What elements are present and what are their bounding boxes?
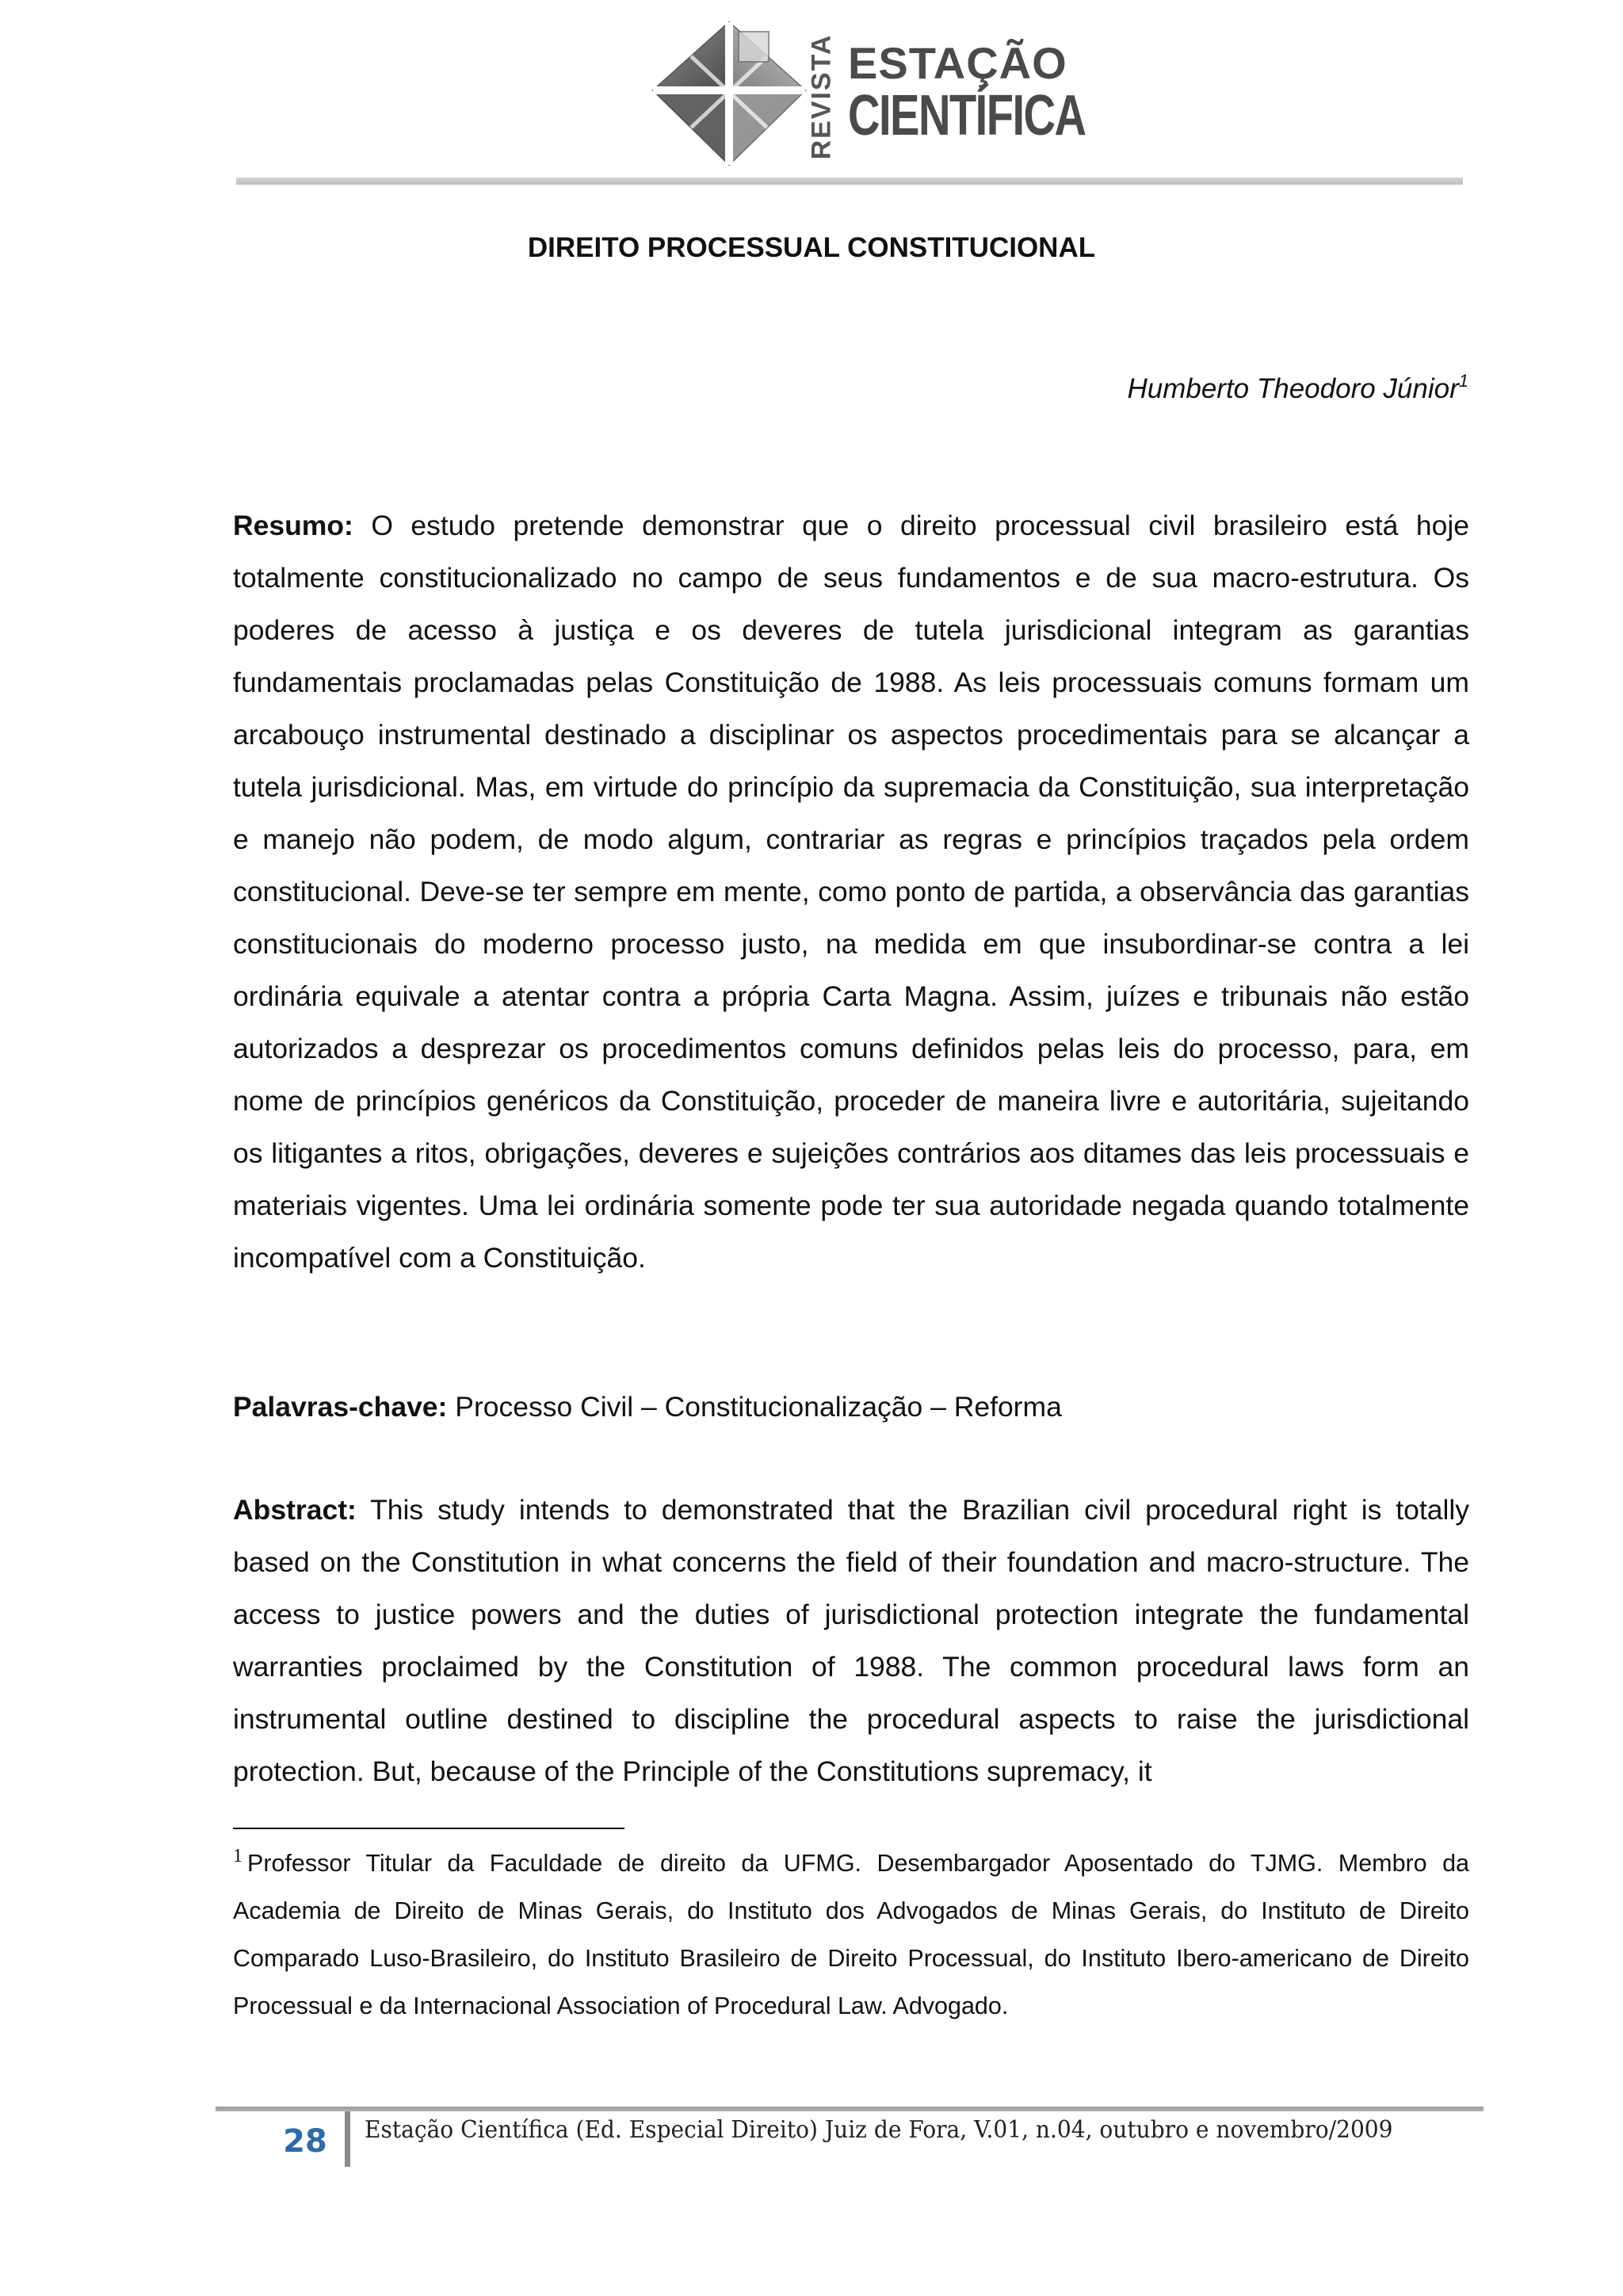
keywords-text: Processo Civil – Constitucionalização – Reforma — [455, 1391, 1062, 1423]
footer-separator — [345, 2111, 350, 2167]
article-title: DIREITO PROCESSUAL CONSTITUCIONAL — [527, 232, 1096, 263]
abstract-text: This study intends to demonstrated that the Brazilian civil procedural right is totally based on the Constitution in what concerns the field of their foundation and macro-structure. The access to justice powers and the duties of jurisdictional protection integrate the fundamental warranties proclaimed by the Constitution of 1988. The common procedural laws form an instrumental outline destined to discipline the procedural aspects to raise the jurisdictional protection. But, because of the Principle of the Constitutions supremacy, it — [233, 1494, 1469, 1787]
journal-logo — [650, 17, 1086, 168]
logo-cientifica-text: CIENTÍFICA — [848, 84, 1086, 147]
keywords-paragraph — [233, 1381, 1469, 1433]
footnote — [233, 1839, 1469, 2030]
abstract-paragraph — [233, 1484, 1469, 1797]
footer-divider — [216, 2107, 1484, 2111]
logo-revista-text: REVISTA — [806, 33, 837, 160]
keywords-label: Palavras-chave: — [233, 1391, 448, 1423]
resumo-text: O estudo pretende demonstrar que o direito processual civil brasileiro está hoje totalmente constitucionalizado no campo de seus fundamentos e de sua macro-estrutura. Os poderes de acesso à justiça e os deveres de tutela jurisdicional integram as garantias fundamentais proclamadas pelas Constituição de 1988. As leis processuais comuns formam um arcabouço instrumental destinado a disciplinar os aspectos procedimentais para se alcançar a tutela jurisdicional. Mas, em virtude do princípio da supremacia da Constituição, sua interpretação e manejo não podem, de modo algum, contrariar as regras e princípios traçados pela ordem constitucional. Deve-se ter sempre em mente, como ponto de partida, a observância das garantias constitucionais do moderno processo justo, na medida em que insubordinar-se contra a lei ordinária equivale a atentar contra a própria Carta Magna. Assim, juízes e tribunais não estão autorizados a desprezar os procedimentos comuns definidos pelas leis do processo, para, em nome de princípios genéricos da Constituição, proceder de maneira livre e autoritária, sujeitando os litigantes a ritos, obrigações, deveres e sujeições contrários aos ditames das leis processuais e materiais vigentes. Uma lei ordinária somente pode ter sua autoridade negada quando totalmente incompatível com a Constituição. — [233, 510, 1469, 1274]
author-footnote-mark: 1 — [1458, 371, 1468, 391]
logo-estacao-text: ESTAÇÃO — [848, 38, 1067, 88]
header-divider — [236, 178, 1463, 185]
abstract-label: Abstract: — [233, 1494, 357, 1526]
resumo-label: Resumo: — [233, 510, 353, 541]
page-number: 28 — [283, 2123, 327, 2160]
footnote-mark: 1 — [233, 1846, 242, 1866]
article-author — [1127, 372, 1468, 407]
resumo-paragraph — [233, 499, 1469, 1284]
journal-citation: Estação Científica (Ed. Especial Direito) Juiz de Fora, V.01, n.04, outubro e novembro/2009 — [365, 2116, 1393, 2144]
logo-cube-icon — [650, 17, 808, 168]
footnote-divider — [233, 1828, 624, 1829]
footnote-text: Professor Titular da Faculdade de direito da UFMG. Desembargador Aposentado do TJMG. Membro da Academia de Direito de Minas Gerais, do Instituto dos Advogados de Minas Gerais, do Instituto de Direito Comparado Luso-Brasileiro, do Instituto Brasileiro de Direito Processual, do Instituto Ibero-americano de Direito Processual e da Internacional Association of Procedural Law. Advogado. — [233, 1850, 1469, 2019]
author-name: Humberto Theodoro Júnior — [1127, 373, 1459, 404]
